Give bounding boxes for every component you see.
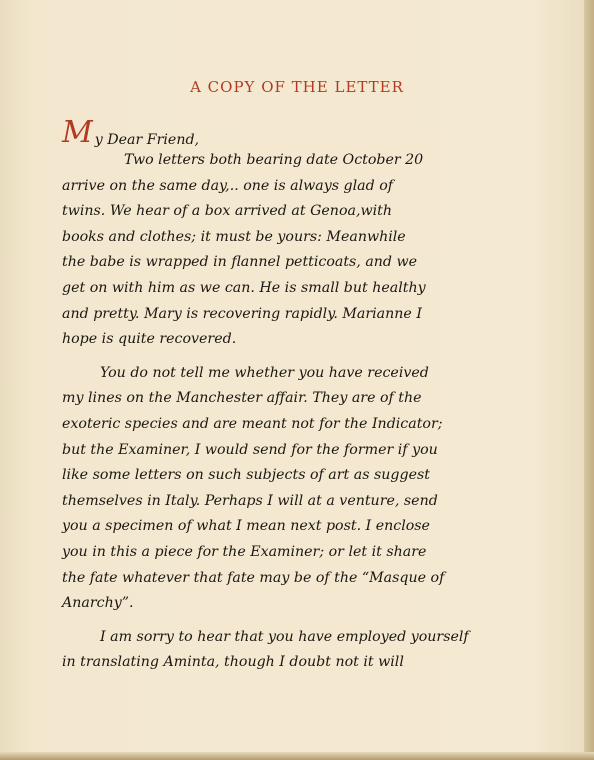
paragraph-3 <box>62 625 502 676</box>
salutation <box>62 115 502 150</box>
text-line: You do not tell me whether you have received <box>100 364 429 381</box>
text-line: twins. We hear of a box arrived at Genoa,with <box>62 203 392 220</box>
text-line: get on with him as we can. He is small but healthy <box>62 279 426 296</box>
text-line: in translating Aminta, though I doubt not it will <box>62 654 404 671</box>
text-line: Anarchy”. <box>62 595 134 612</box>
page-bottom-edge <box>0 752 594 760</box>
paragraph-2 <box>62 361 502 617</box>
drop-cap-initial: M <box>62 115 93 150</box>
paragraph-gap <box>62 353 502 361</box>
text-line: I am sorry to hear that you have employed yourself <box>100 628 469 645</box>
text-line: but the Examiner, I would send for the former if you <box>62 441 438 458</box>
salutation-text: y Dear Friend, <box>94 132 200 148</box>
page-title: A COPY OF THE LETTER <box>190 78 404 96</box>
text-line: and pretty. Mary is recovering rapidly. Marianne I <box>62 305 422 322</box>
text-line: my lines on the Manchester affair. They are of the <box>62 390 422 407</box>
paragraph-1 <box>62 148 502 353</box>
text-line: themselves in Italy. Perhaps I will at a venture, send <box>62 492 438 509</box>
book-spine-edge <box>584 0 594 760</box>
text-line: like some letters on such subjects of art as suggest <box>62 467 430 484</box>
text-line: Two letters both bearing date October 20 <box>124 152 424 168</box>
text-line: the fate whatever that fate may be of the “Masque of <box>62 569 445 586</box>
text-line: books and clothes; it must be yours: Meanwhile <box>62 228 406 245</box>
text-line: arrive on the same day,.. one is always glad of <box>62 177 394 194</box>
text-line: you a specimen of what I mean next post. I enclose <box>62 518 430 535</box>
text-line: exoteric species and are meant not for the Indicator; <box>62 415 443 432</box>
text-line: hope is quite recovered. <box>62 331 237 348</box>
letter-body <box>62 115 502 676</box>
text-line: the babe is wrapped in flannel petticoats, and we <box>62 254 418 271</box>
paragraph-gap <box>62 617 502 625</box>
text-line: you in this a piece for the Examiner; or let it share <box>62 543 427 560</box>
